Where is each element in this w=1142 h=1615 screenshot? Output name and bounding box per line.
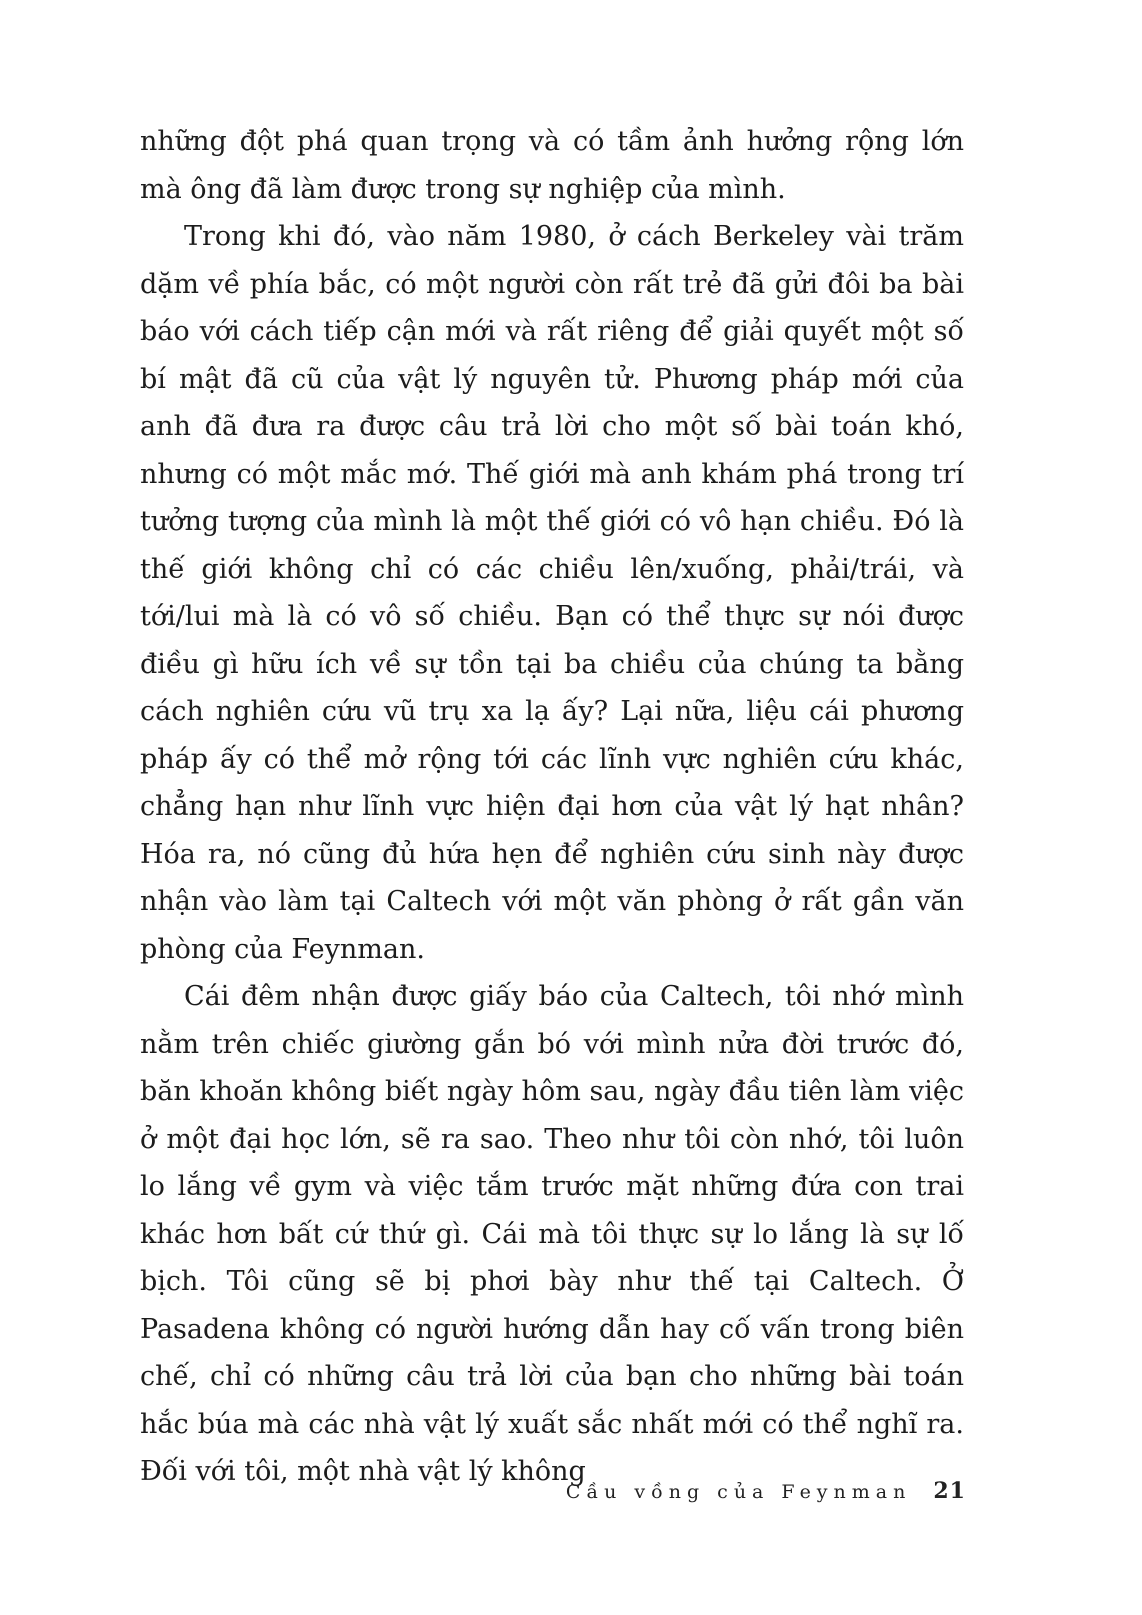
paragraph: Cái đêm nhận được giấy báo của Caltech, tôi nhớ mình nằm trên chiếc giường gắn bó với mình nửa đời trước đó, băn khoăn không biết ngày hôm sau, ngày đầu tiên làm việc ở một đại học lớn, sẽ ra sao. Theo như tôi còn nhớ, tôi luôn lo lắng về gym và việc tắm trước mặt những đứa con trai khác hơn bất cứ thứ gì. Cái mà tôi thực sự lo lắng là sự lố bịch. Tôi cũng sẽ bị phơi bày như thế tại Caltech. Ở Pasadena không có người hướng dẫn hay cố vấn trong biên chế, chỉ có những câu trả lời của bạn cho những bài toán hắc búa mà các nhà vật lý xuất sắc nhất mới có thể nghĩ ra. Đối với tôi, một nhà vật lý không [140, 981, 964, 1487]
paragraph-continuation: những đột phá quan trọng và có tầm ảnh hưởng rộng lớn mà ông đã làm được trong sự nghiệp của mình. [140, 126, 964, 205]
paragraph: Trong khi đó, vào năm 1980, ở cách Berkeley vài trăm dặm về phía bắc, có một người còn rất trẻ đã gửi đôi ba bài báo với cách tiếp cận mới và rất riêng để giải quyết một số bí mật đã cũ của vật lý nguyên tử. Phương pháp mới của anh đã đưa ra được câu trả lời cho một số bài toán khó, nhưng có một mắc mớ. Thế giới mà anh khám phá trong trí tưởng tượng của mình là một thế giới có vô hạn chiều. Đó là thế giới không chỉ có các chiều lên/xuống, phải/trái, và tới/lui mà là có vô số chiều. Bạn có thể thực sự nói được điều gì hữu ích về sự tồn tại ba chiều của chúng ta bằng cách nghiên cứu vũ trụ xa lạ ấy? Lại nữa, liệu cái phương pháp ấy có thể mở rộng tới các lĩnh vực nghiên cứu khác, chẳng hạn như lĩnh vực hiện đại hơn của vật lý hạt nhân? Hóa ra, nó cũng đủ hứa hẹn để nghiên cứu sinh này được nhận vào làm tại Caltech với một văn phòng ở rất gần văn phòng của Feynman. [140, 221, 964, 965]
running-title: Cầu vồng của Feynman [565, 1481, 912, 1503]
page-content [140, 118, 964, 1496]
page-footer [566, 1478, 966, 1504]
page-number: 21 [933, 1478, 966, 1504]
